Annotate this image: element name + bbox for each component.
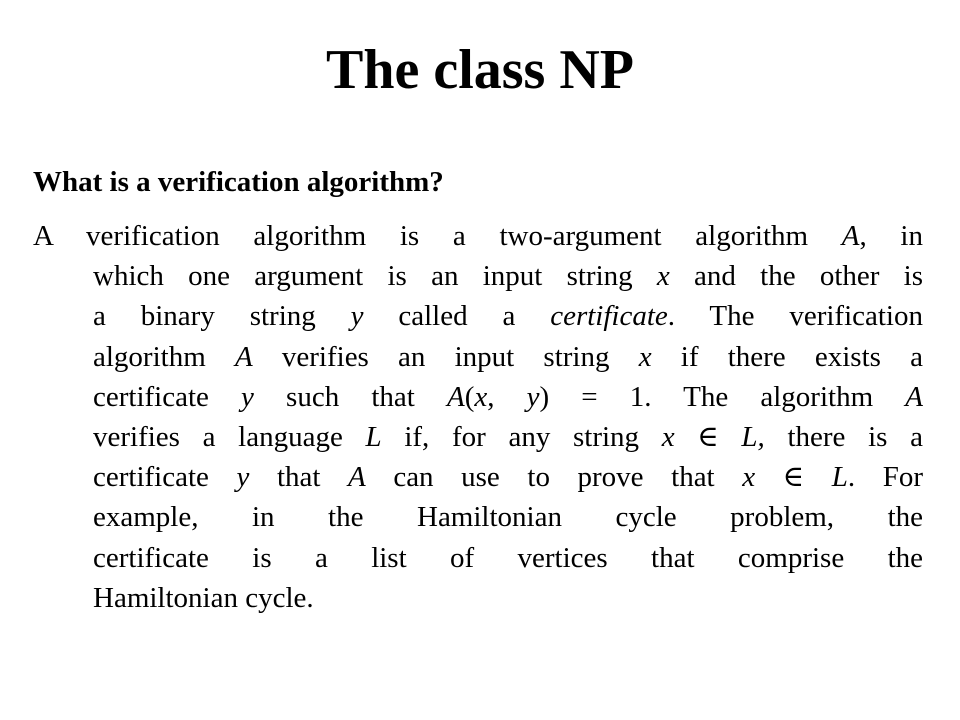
paragraph-line: A verification algorithm is a two-argument algorithm A, in: [33, 220, 923, 252]
paragraph-line: Hamiltonian cycle.: [93, 581, 314, 614]
slide-title: The class NP: [326, 39, 634, 101]
paragraph-line: certificate y such that A(x, y) = 1. The algorithm A: [93, 380, 923, 413]
paragraph-line: certificate is a list of vertices that comprise the: [93, 541, 923, 574]
paragraph-line: which one argument is an input string x and the other is: [93, 260, 924, 293]
definition-paragraph: [33, 216, 923, 618]
paragraph-line: verifies a language L if, for any string x ∈ L, there is a: [93, 421, 923, 454]
question-heading: What is a verification algorithm?: [33, 166, 444, 198]
paragraph-line: a binary string y called a certificate. The verification: [93, 300, 923, 333]
paragraph-line: algorithm A verifies an input string x if there exists a: [93, 340, 923, 373]
paragraph-line: example, in the Hamiltonian cycle problem, the: [93, 501, 923, 534]
paragraph-line: certificate y that A can use to prove that x ∈ L. For: [93, 461, 923, 494]
